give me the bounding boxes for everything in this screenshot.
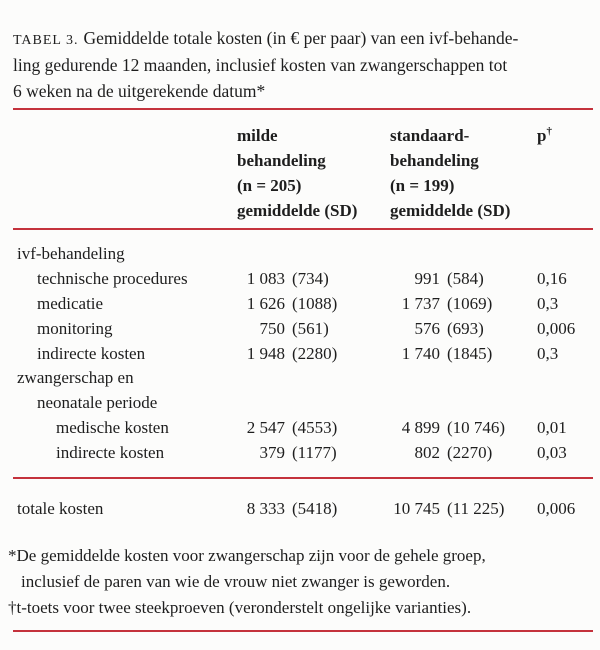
- p-value: 0,3: [537, 293, 559, 313]
- red-rule-below-header: [13, 228, 593, 230]
- table-row: [13, 292, 597, 317]
- header-mild-treatment: milde behandeling (n = 205) gemiddelde (SD): [237, 126, 358, 220]
- std-mean: 1 740: [401, 343, 440, 363]
- mild-sd: (561): [292, 318, 329, 338]
- footnote-asterisk-line1: *De gemiddelde kosten voor zwangerschap zijn voor de gehele groep,: [8, 546, 486, 565]
- mild-sd: (734): [292, 268, 329, 288]
- mild-sd: (1177): [292, 443, 337, 463]
- std-sd: (1069): [447, 293, 493, 313]
- footnote-asterisk-line2: inclusief de paren van wie de vrouw niet zwanger is geworden.: [21, 571, 451, 591]
- header-standard-treatment: standaard- behandeling (n = 199) gemiddelde (SD): [390, 126, 511, 220]
- table-row: [13, 416, 597, 441]
- table-header: [13, 123, 597, 223]
- p-value: [537, 366, 597, 391]
- p-value: 0,01: [537, 418, 567, 438]
- std-mean: 991: [414, 268, 440, 288]
- total-std-sd: (11 225): [447, 499, 505, 518]
- red-rule-bottom: [13, 630, 593, 632]
- header-empty-cell: [13, 123, 237, 223]
- std-mean: [390, 242, 440, 267]
- red-rule-top: [13, 108, 593, 110]
- p-value: 0,03: [537, 443, 567, 463]
- mild-mean: 2 547: [246, 418, 285, 438]
- header-p-value: p†: [537, 125, 552, 145]
- mild-mean: [237, 366, 285, 391]
- row-label: neonatale periode: [37, 393, 158, 413]
- table-title-line2: ling gedurende 12 maanden, inclusief kosten van zwangerschappen tot: [13, 55, 508, 76]
- row-label: indirecte kosten: [56, 443, 165, 463]
- total-p-value: 0,006: [537, 499, 576, 518]
- row-label: technische procedures: [37, 268, 188, 288]
- std-mean: 4 899: [401, 418, 440, 438]
- std-sd: (10 746): [447, 418, 506, 438]
- table-number-label: TABEL 3.: [13, 33, 79, 48]
- std-sd: (693): [447, 318, 484, 338]
- p-value: 0,16: [537, 268, 567, 288]
- p-value: 0,3: [537, 343, 559, 363]
- table-row: [13, 242, 597, 267]
- mild-mean: [237, 242, 285, 267]
- p-value: [537, 242, 597, 267]
- total-row: [13, 496, 597, 521]
- std-sd: (584): [447, 268, 484, 288]
- footnote-dagger: †t-toets voor twee steekproeven (veronderstelt ongelijke varianties).: [8, 597, 472, 617]
- std-mean: 576: [414, 318, 440, 338]
- mild-sd: (2280): [292, 343, 338, 363]
- mild-mean: 750: [259, 318, 285, 338]
- dagger-symbol: †: [546, 125, 552, 138]
- table-row: [13, 317, 597, 342]
- total-label: totale kosten: [17, 499, 104, 518]
- mild-mean: 379: [259, 443, 285, 463]
- row-label: indirecte kosten: [37, 343, 146, 363]
- total-mild-sd: (5418): [292, 499, 338, 518]
- mild-mean: 1 948: [246, 343, 285, 363]
- table-body: [13, 242, 597, 466]
- row-label: monitoring: [37, 318, 113, 338]
- table-row: [13, 342, 597, 367]
- row-label: medische kosten: [56, 418, 169, 438]
- row-label: ivf-behandeling: [17, 244, 125, 263]
- table-row: [13, 441, 597, 466]
- std-mean: 1 737: [401, 293, 440, 313]
- table-row: [13, 391, 597, 416]
- table-title-line1-text: Gemiddelde totale kosten (in € per paar) van een ivf-behande-: [83, 28, 519, 48]
- table-title: [13, 26, 595, 104]
- table-row: [13, 366, 597, 391]
- mild-sd: (1088): [292, 293, 338, 313]
- table-title-line1: [13, 26, 595, 53]
- red-rule-above-total: [13, 477, 593, 479]
- std-sd: (2270): [447, 443, 493, 463]
- row-label: zwangerschap en: [17, 368, 134, 388]
- row-label: medicatie: [37, 293, 104, 313]
- mild-mean: 1 626: [246, 293, 285, 313]
- table-row: [13, 267, 597, 292]
- total-std-mean: 10 745: [393, 499, 440, 518]
- std-mean: [390, 366, 440, 391]
- footnotes: [8, 543, 594, 620]
- std-sd: (1845): [447, 343, 493, 363]
- std-mean: 802: [414, 443, 440, 463]
- mild-mean: [237, 391, 285, 416]
- p-value: 0,006: [537, 318, 576, 338]
- mild-sd: (4553): [292, 418, 338, 438]
- mild-mean: 1 083: [246, 268, 285, 288]
- std-mean: [390, 391, 440, 416]
- p-value: [537, 391, 597, 416]
- total-mild-mean: 8 333: [246, 499, 285, 518]
- table-title-line3: 6 weken na de uitgerekende datum*: [13, 80, 266, 101]
